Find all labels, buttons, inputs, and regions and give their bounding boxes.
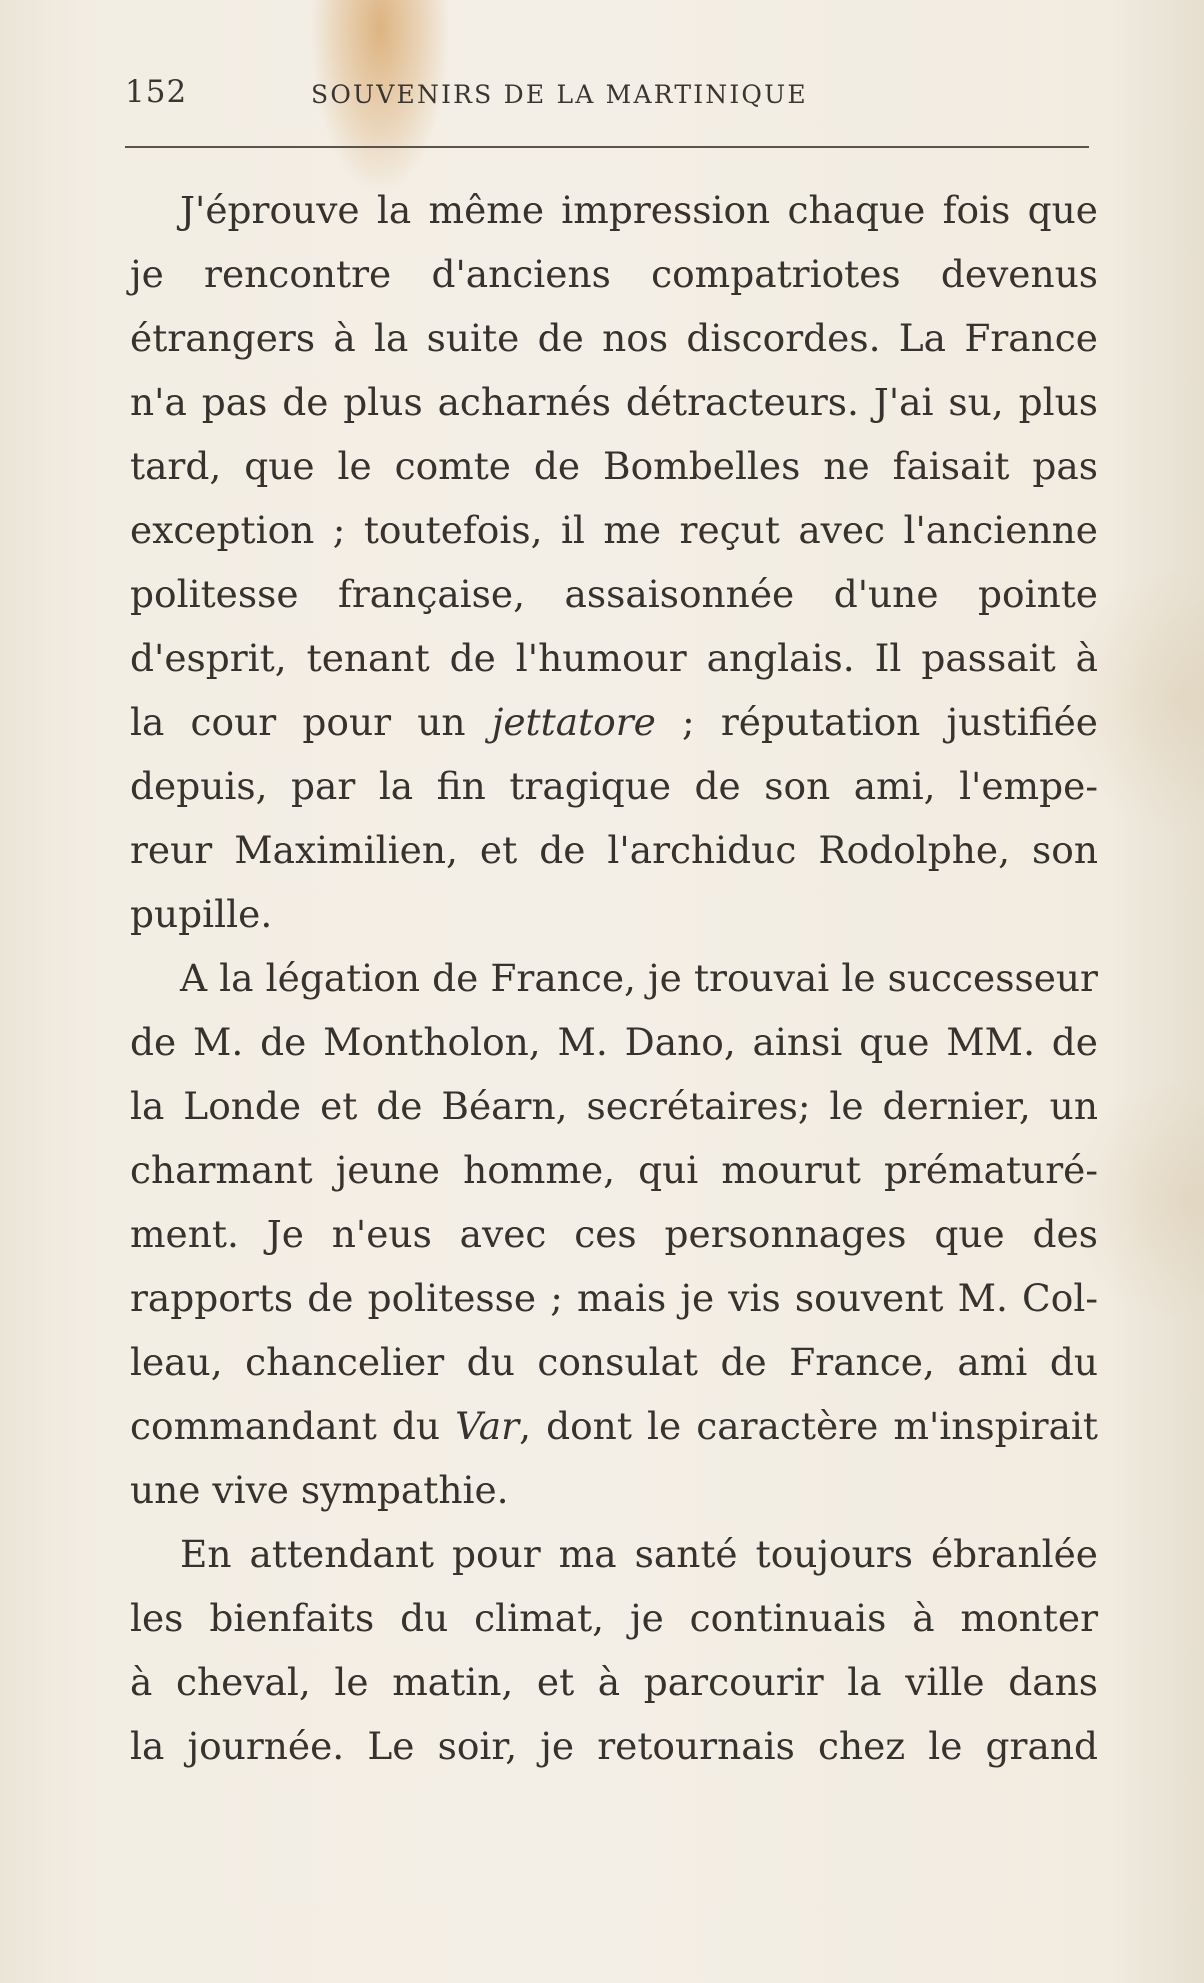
text-line-end: ; réputation justifiée (655, 700, 1099, 744)
text-line: A la légation de France, je trouvai le successeur (180, 956, 1098, 1000)
paragraph-1 (130, 178, 1098, 946)
paragraph-3 (130, 1522, 1098, 1778)
text-line: J'éprouve la même impression chaque fois que (180, 188, 1098, 232)
text-line: les bienfaits du climat, je continuais à monter (130, 1596, 1098, 1640)
text-line: tard, que le comte de Bombelles ne faisait pas (130, 444, 1098, 488)
text-line: politesse française, assaisonnée d'une pointe (130, 572, 1098, 616)
text-line: charmant jeune homme, qui mourut prématuré- (130, 1148, 1098, 1192)
header-rule (125, 146, 1089, 148)
text-line: pupille. (130, 892, 273, 936)
text-line: En attendant pour ma santé toujours ébranlée (180, 1532, 1098, 1576)
text-line-start: commandant du (130, 1404, 456, 1448)
text-line: de M. de Montholon, M. Dano, ainsi que MM. de (130, 1020, 1098, 1064)
text-line-start: la cour pour un (130, 700, 492, 744)
italic-word: jettatore (491, 700, 656, 744)
text-line: la Londe et de Béarn, secrétaires; le dernier, un (130, 1084, 1098, 1128)
text-line: étrangers à la suite de nos discordes. La France (130, 316, 1098, 360)
text-line: je rencontre d'anciens compatriotes devenus (130, 252, 1098, 296)
italic-word: Var (455, 1404, 520, 1448)
text-line: à cheval, le matin, et à parcourir la ville dans (130, 1660, 1098, 1704)
text-line: la journée. Le soir, je retournais chez le grand (130, 1724, 1098, 1768)
page-number: 152 (125, 74, 188, 110)
text-line: leau, chancelier du consulat de France, ami du (130, 1340, 1098, 1384)
text-line: d'esprit, tenant de l'humour anglais. Il passait à (130, 636, 1098, 680)
text-line: depuis, par la fin tragique de son ami, l'empe- (130, 764, 1098, 808)
text-line: ment. Je n'eus avec ces personnages que des (130, 1212, 1098, 1256)
page-header (125, 74, 1090, 118)
paragraph-2 (130, 946, 1098, 1522)
text-line (130, 690, 1098, 754)
text-line: une vive sympathie. (130, 1468, 509, 1512)
text-line: exception ; toutefois, il me reçut avec l'ancienne (130, 508, 1098, 552)
text-line: rapports de politesse ; mais je vis souvent M. Col- (130, 1276, 1098, 1320)
text-line-end: , dont le caractère m'inspirait (519, 1404, 1098, 1448)
text-line (130, 1394, 1098, 1458)
text-line: reur Maximilien, et de l'archiduc Rodolphe, son (130, 828, 1098, 872)
running-title: SOUVENIRS DE LA MARTINIQUE (311, 80, 808, 109)
text-line: n'a pas de plus acharnés détracteurs. J'ai su, plus (130, 380, 1098, 424)
body-text (130, 178, 1098, 1778)
